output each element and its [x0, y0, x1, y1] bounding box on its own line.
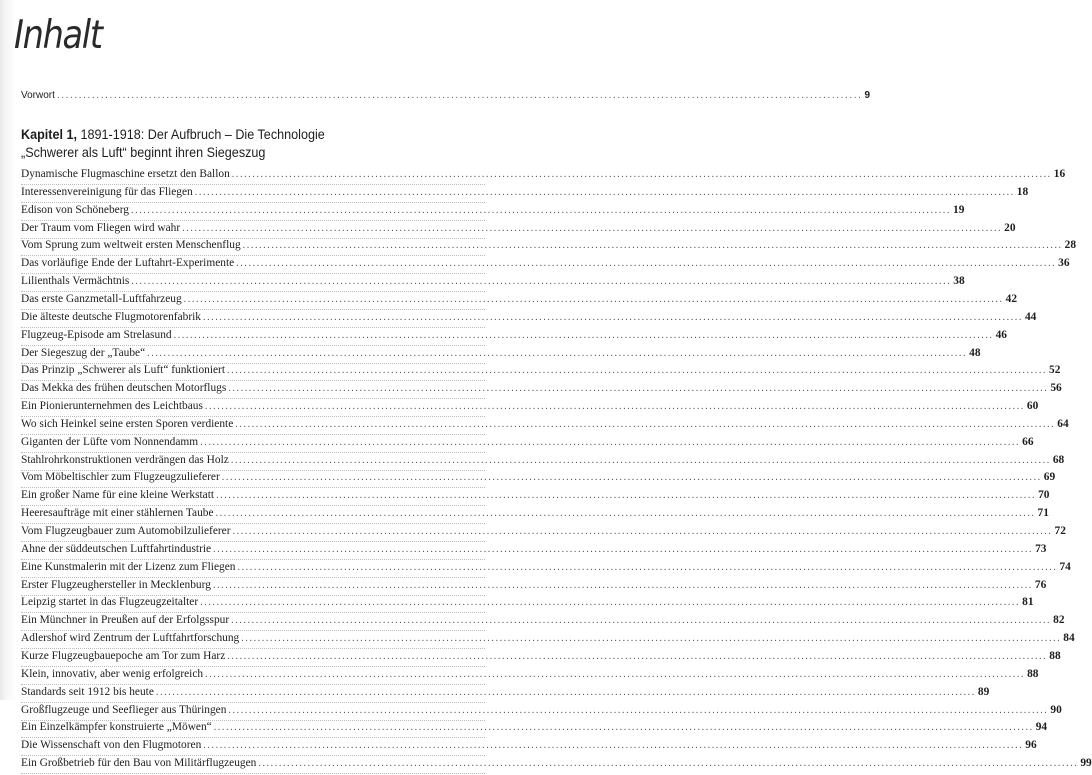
dot-leader: ........................................................................................................................................................................................................ [203, 740, 1024, 752]
toc-entry-page: 18 [1016, 185, 1029, 198]
row-divider [21, 523, 485, 524]
toc-entry-page: 68 [1052, 453, 1065, 466]
toc-entry-title: Ein Großbetrieb für den Bau von Militärflugzeugen [21, 757, 257, 770]
row-divider [21, 612, 485, 613]
toc-entry-title: Giganten der Lüfte vom Nonnendamm [21, 435, 199, 448]
toc-entry-title: Heeresaufträge mit einer stählernen Taube [21, 507, 214, 520]
toc-entry-page: 71 [1037, 507, 1049, 520]
toc-entry-page: 44 [1024, 310, 1037, 323]
dot-leader: ........................................................................................................................................................................................................ [213, 722, 1034, 734]
toc-entry-title: Vom Möbeltischler zum Flugzeugzulieferer [21, 471, 220, 484]
toc-entry-title: Edison von Schöneberg [21, 203, 129, 216]
toc-entry-title: Vom Flugzeugbauer zum Automobilzulieferer [21, 525, 231, 537]
toc-entry-foreword [21, 90, 871, 108]
dot-leader: ........................................................................................................................................................................................................ [227, 365, 1048, 377]
dot-leader: ........................................................................................................................................................................................................ [231, 169, 1052, 180]
dot-leader: ........................................................................................................................................................................................................ [200, 436, 1021, 448]
toc-entry-title: Dynamische Flugmaschine ersetzt den Ballon [21, 168, 230, 180]
row-divider [21, 434, 485, 435]
toc-entry-title: Das vorläufige Ende der Luftahrt-Experimente [21, 257, 235, 270]
dot-leader: ........................................................................................................................................................................................................ [204, 401, 1025, 413]
toc-entry-page: 16 [1053, 168, 1066, 180]
toc-entry-page: 46 [995, 328, 1007, 341]
row-divider [21, 487, 485, 488]
toc-entry-title: Das Prinzip „Schwerer als Luft“ funktioniert [21, 364, 226, 377]
toc-entry-page: 74 [1059, 560, 1071, 573]
toc-entry-title: Eine Kunstmalerin mit der Lizenz zum Fliegen [21, 560, 236, 573]
dot-leader: ........................................................................................................................................................................................................ [241, 633, 1062, 645]
toc-entry-page: 94 [1035, 721, 1048, 734]
toc-entry-title: Ein großer Name für eine kleine Werkstatt [21, 489, 215, 502]
toc-entry-title: Adlershof wird Zentrum der Luftfahrtforschung [21, 632, 240, 645]
dot-leader: ........................................................................................................................................................................................................ [235, 418, 1056, 430]
row-divider [21, 255, 485, 256]
dot-leader: ........................................................................................................................................................................................................ [200, 597, 1021, 609]
toc-entry-page: 88 [1049, 649, 1061, 662]
row-divider [21, 327, 485, 328]
row-divider [21, 291, 485, 292]
row-divider [21, 630, 485, 631]
row-divider [21, 773, 485, 774]
toc-entry-title: Stahlrohrkonstruktionen verdrängen das Holz [21, 453, 229, 466]
toc-entry-title: Großflugzeuge und Seeflieger aus Thüringen [21, 703, 227, 716]
toc-entry-title: Ein Münchner in Preußen auf der Erfolgsspur [21, 614, 230, 627]
toc-entry-page: 64 [1057, 417, 1069, 430]
chapter-subtitle: „Schwerer als Luft“ beginnt ihren Siegeszug [21, 144, 266, 160]
dot-leader: ........................................................................................................................................................................................................ [194, 186, 1015, 198]
toc-entry-page: 81 [1022, 596, 1034, 609]
toc-entry-title: Der Traum vom Fliegen wird wahr [21, 221, 181, 234]
dot-leader: ........................................................................................................................................................................................................ [202, 311, 1023, 323]
chapter-heading [21, 125, 444, 161]
toc-entry-title: Ein Pionierunternehmen des Leichtbaus [21, 400, 203, 413]
dot-leader: ........................................................................................................................................................................................................ [232, 526, 1053, 537]
row-divider [21, 380, 485, 381]
row-divider [21, 541, 485, 542]
toc-entry-title: Standards seit 1912 bis heute [21, 685, 154, 698]
row-divider [21, 684, 485, 685]
chapter-title [21, 125, 444, 143]
toc-entry-page: 48 [969, 346, 981, 359]
toc-entry-title: Ein Einzelkämpfer konstruierte „Möwen“ [21, 721, 212, 734]
toc-entry-page: 19 [953, 203, 965, 216]
dot-leader: ........................................................................................................................................................................................ [56, 90, 863, 101]
row-divider [21, 755, 485, 756]
toc-entry-page: 70 [1038, 489, 1050, 502]
dot-leader: ........................................................................................................................................................................................................ [216, 490, 1037, 502]
page-title: Inhalt [14, 13, 102, 58]
toc-entry-title: Ahne der süddeutschen Luftfahrtindustrie [21, 542, 212, 555]
dot-leader: ........................................................................................................................................................................................................ [213, 543, 1034, 555]
dot-leader: ........................................................................................................................................................................................................ [242, 240, 1063, 252]
toc-entry-page: 9 [864, 90, 871, 101]
toc-entry-title: Klein, innovativ, aber wenig erfolgreich [21, 667, 204, 680]
dot-leader: ........................................................................................................................................................................................................ [215, 508, 1036, 520]
dot-leader: ........................................................................................................................................................................................................ [230, 454, 1051, 466]
toc-entry-page: 96 [1025, 739, 1037, 752]
row-divider [21, 273, 485, 274]
row-divider [21, 559, 485, 560]
row-divider [21, 702, 485, 703]
dot-leader: ........................................................................................................................................................................................................ [231, 615, 1052, 627]
toc-entry-page: 99 [1080, 757, 1092, 770]
dot-leader: ........................................................................................................................................................................................................ [237, 561, 1058, 573]
toc-entry-page: 90 [1050, 703, 1062, 716]
row-divider [21, 363, 485, 364]
dot-leader: ........................................................................................................................................................................................................ [205, 668, 1026, 680]
toc-entry-title: Erster Flugzeughersteller in Mecklenburg [21, 578, 211, 591]
toc-entry-title: Das erste Ganzmetall-Luftfahrzeug [21, 292, 182, 305]
row-divider [21, 416, 485, 417]
dot-leader: ........................................................................................................................................................................................................ [173, 329, 994, 341]
dot-leader: ........................................................................................................................................................................................................ [183, 293, 1004, 305]
toc-entry-title: Leipzig startet in das Flugzeugzeitalter [21, 596, 199, 609]
toc-entry-page: 66 [1022, 435, 1034, 448]
toc-entry-page: 72 [1054, 525, 1066, 537]
toc-entry-page: 84 [1063, 632, 1075, 645]
row-divider [21, 238, 485, 239]
toc-entry-page: 20 [1004, 221, 1016, 234]
toc-entry-page: 38 [953, 275, 965, 288]
toc-entry-page: 28 [1064, 239, 1077, 252]
toc-entry-title: Vorwort [21, 90, 55, 101]
dot-leader: ........................................................................................................................................................................................................ [182, 222, 1003, 234]
toc-entry-page: 89 [977, 685, 990, 698]
toc-entry-page: 82 [1053, 614, 1065, 627]
row-divider [21, 595, 485, 596]
row-divider [21, 470, 485, 471]
toc-entry-page: 36 [1058, 257, 1070, 270]
toc-entry-title: Die älteste deutsche Flugmotorenfabrik [21, 310, 201, 323]
dot-leader: ........................................................................................................................................................................................................ [212, 579, 1033, 591]
toc-entry-page: 42 [1005, 292, 1018, 305]
dot-leader: ........................................................................................................................................................................................................ [236, 258, 1057, 270]
dot-leader: ........................................................................................................................................................................................................ [131, 276, 952, 288]
toc-entry-page: 56 [1050, 382, 1062, 395]
toc-entry-title: Flugzeug-Episode am Strelasund [21, 328, 172, 341]
toc-entry-page: 88 [1027, 667, 1039, 680]
row-divider [21, 220, 485, 221]
dot-leader: ........................................................................................................................................................................................................ [228, 704, 1049, 716]
toc-entry-title: Kurze Flugzeugbauepoche am Tor zum Harz [21, 649, 226, 662]
row-divider [21, 398, 485, 399]
dot-leader: ........................................................................................................................................................................................................ [221, 472, 1042, 484]
row-divider [21, 737, 485, 738]
chapter-years-title: 1891-1918: Der Aufbruch – Die Technologie [77, 126, 325, 142]
row-divider [21, 184, 485, 185]
toc-entry-page: 76 [1034, 578, 1047, 591]
toc-entry-title: Interessenvereinigung für das Fliegen [21, 185, 193, 198]
row-divider [21, 452, 485, 453]
toc-entry-title: Die Wissenschaft von den Flugmotoren [21, 739, 202, 752]
toc-entry-title: Das Mekka des frühen deutschen Motorflugs [21, 382, 227, 395]
toc-entry-page: 73 [1035, 542, 1047, 555]
dot-leader: ........................................................................................................................................................................................................ [258, 758, 1079, 770]
dot-leader: ........................................................................................................................................................................................................ [155, 686, 976, 698]
toc-entry-page: 60 [1026, 400, 1039, 413]
dot-leader: ........................................................................................................................................................................................................ [131, 204, 951, 216]
toc-entry-title: Der Siegeszug der „Taube“ [21, 346, 146, 359]
toc-entry-title: Vom Sprung zum weltweit ersten Menschenflug [21, 239, 241, 252]
row-divider [21, 202, 485, 203]
row-divider [21, 577, 485, 578]
row-divider [21, 345, 485, 346]
row-divider [21, 505, 485, 506]
chapter-number: Kapitel 1, [21, 126, 78, 142]
dot-leader: ........................................................................................................................................................................................................ [227, 650, 1048, 662]
toc-entry-title: Wo sich Heinkel seine ersten Sporen verdiente [21, 417, 234, 430]
row-divider [21, 648, 485, 649]
dot-leader: ........................................................................................................................................................................................................ [228, 383, 1049, 395]
dot-leader: ........................................................................................................................................................................................................ [147, 347, 968, 359]
toc-entry-title: Lilienthals Vermächtnis [21, 275, 130, 288]
row-divider [21, 309, 485, 310]
toc-entry-page: 69 [1043, 471, 1056, 484]
row-divider [21, 666, 485, 667]
toc-entry-page: 52 [1049, 364, 1061, 377]
row-divider [21, 720, 485, 721]
